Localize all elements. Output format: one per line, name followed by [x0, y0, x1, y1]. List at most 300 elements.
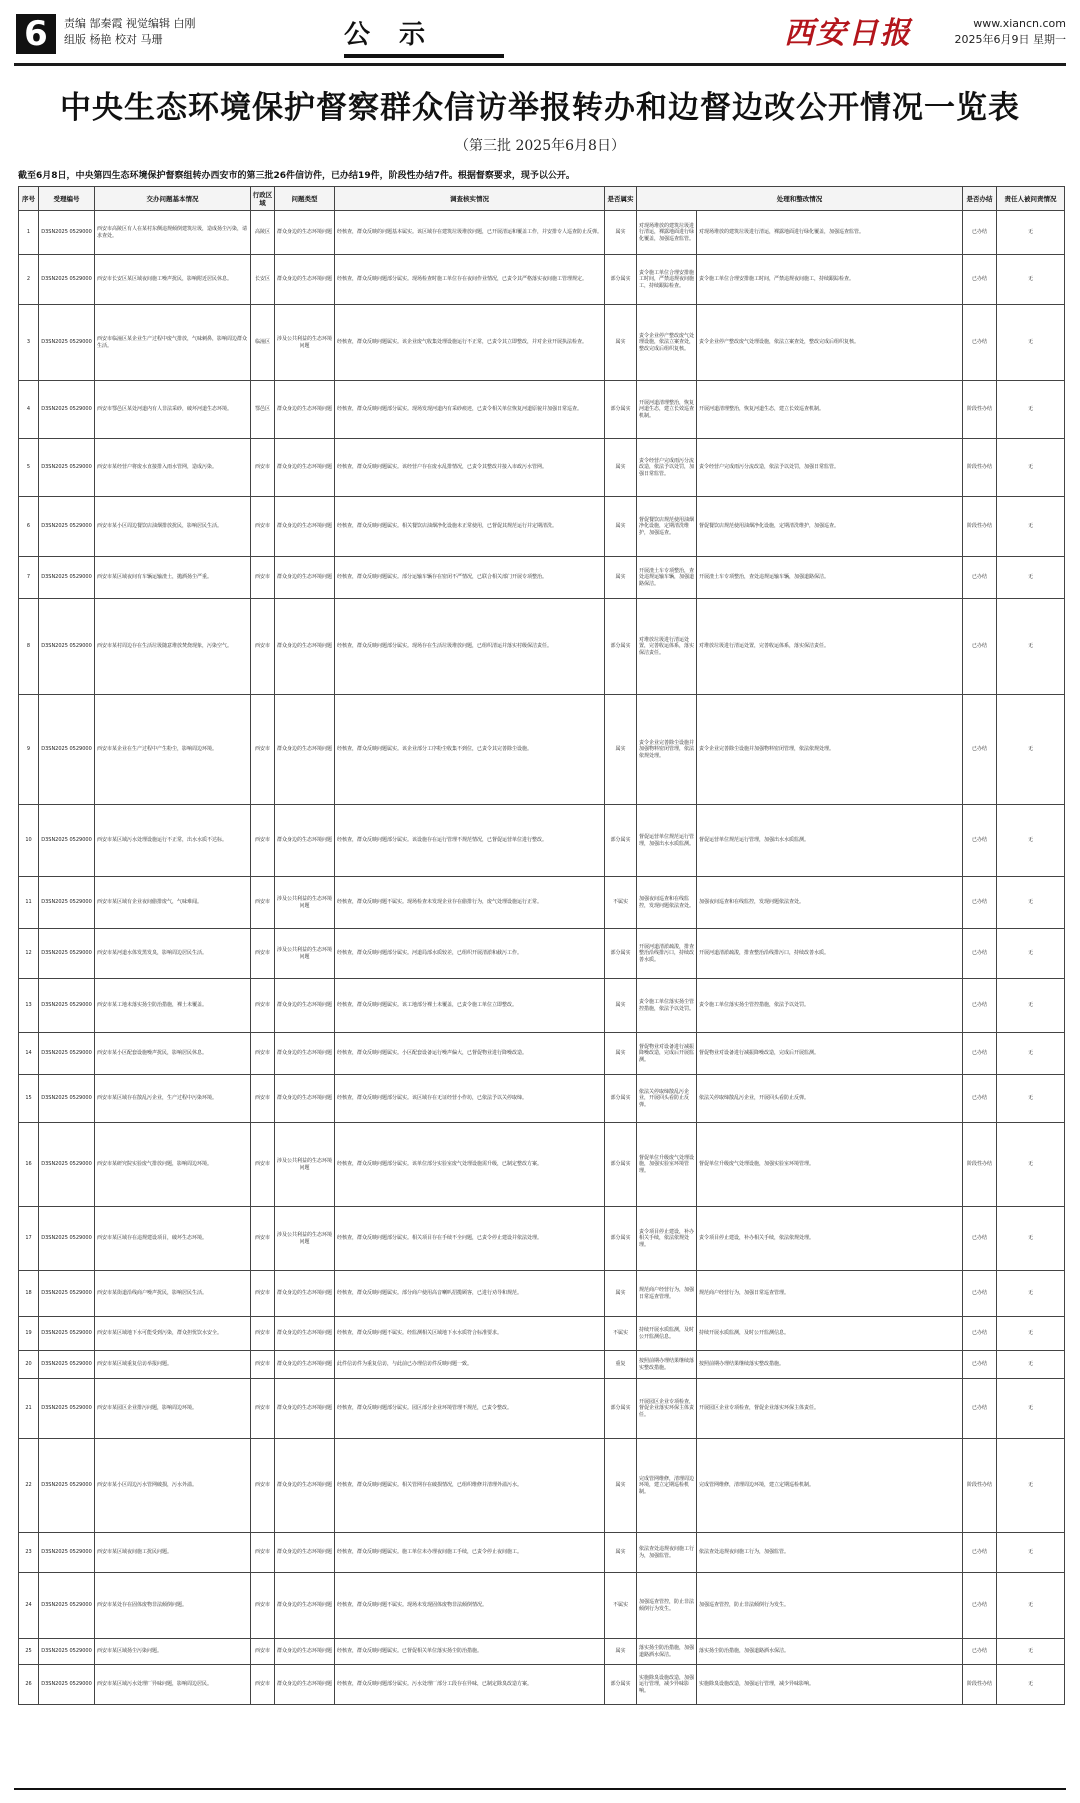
cell-type: 群众身边的生态环境问题 [275, 1317, 335, 1351]
cell-done: 已办结 [963, 1271, 997, 1317]
cell-survey: 经核查，群众反映问题属实。该工地部分裸土未覆盖，已责令施工单位立即整改。 [335, 979, 605, 1033]
cell-done: 已办结 [963, 1033, 997, 1075]
cell-handle: 对现场堆放的建筑垃圾进行清运，裸露地面进行绿化覆盖，加强巡查监管。 [637, 211, 697, 255]
cell-basic: 西安市某河道水体发黑发臭，影响周边居民生活。 [95, 929, 251, 979]
cell-type: 涉及公共利益的生态环境问题 [275, 1123, 335, 1207]
cell-done: 阶段性办结 [963, 1665, 997, 1705]
cell-blame: 无 [997, 695, 1065, 805]
table-row [19, 1533, 1065, 1573]
cell-basic: 西安市某经营户将废水直接排入雨水管网，造成污染。 [95, 439, 251, 497]
cell-done: 已办结 [963, 1639, 997, 1665]
cell-basic: 西安市高陵区有人在某村东侧违规倾倒建筑垃圾，造成扬尘污染，请求查处。 [95, 211, 251, 255]
col-type: 问题类型 [275, 187, 335, 211]
cell-basic: 西安市某区域扬尘污染问题。 [95, 1639, 251, 1665]
cell-id: D3SN2025 0529000 [39, 877, 95, 929]
cell-handle: 督促物业对设备进行减振降噪改造，完成后开展监测。 [637, 1033, 697, 1075]
cell-true: 部分属实 [605, 805, 637, 877]
cell-handle: 加强巡查管控，防止非法倾倒行为发生。 [637, 1573, 697, 1639]
cell-id: D3SN2025 0529000 [39, 929, 95, 979]
cell-done: 已办结 [963, 305, 997, 381]
cell-handle-detail: 开展河道清理整治，恢复河道生态，建立长效巡查机制。 [697, 381, 963, 439]
cell-blame: 无 [997, 1573, 1065, 1639]
cell-survey: 经核查，群众反映问题部分属实。该单位部分实验室废气处理设施需升级，已制定整改方案。 [335, 1123, 605, 1207]
page-title: 中央生态环境保护督察群众信访举报转办和边督边改公开情况一览表 [60, 90, 1020, 126]
cell-basic: 西安市某小区周边餐饮店油烟排放扰民，影响居民生活。 [95, 497, 251, 557]
cell-no: 1 [19, 211, 39, 255]
cell-survey: 经核查，群众反映问题不属实。经监测相关区域地下水水质符合标准要求。 [335, 1317, 605, 1351]
cell-true: 属实 [605, 1271, 637, 1317]
cell-done: 已办结 [963, 805, 997, 877]
cell-type: 群众身边的生态环境问题 [275, 381, 335, 439]
cell-handle: 实施除臭设施改造，加强运行管理，减少异味影响。 [637, 1665, 697, 1705]
cell-handle-detail: 规范商户经营行为，加强日常巡查管理。 [697, 1271, 963, 1317]
cell-type: 涉及公共利益的生态环境问题 [275, 877, 335, 929]
cell-basic: 西安市某小区配套设施噪声扰民，影响居民休息。 [95, 1033, 251, 1075]
cell-handle: 责令施工单位落实扬尘管控措施，依法予以处罚。 [637, 979, 697, 1033]
cell-true: 不属实 [605, 1573, 637, 1639]
cell-handle-detail: 责令施工单位落实扬尘管控措施，依法予以处罚。 [697, 979, 963, 1033]
cell-basic: 西安市某小区周边污水管网破损，污水外溢。 [95, 1439, 251, 1533]
cell-done: 阶段性办结 [963, 439, 997, 497]
cell-type: 群众身边的生态环境问题 [275, 1271, 335, 1317]
cell-basic: 西安市某工地未落实扬尘防治措施，裸土未覆盖。 [95, 979, 251, 1033]
cell-done: 已办结 [963, 557, 997, 599]
table-row [19, 211, 1065, 255]
cell-true: 部分属实 [605, 1075, 637, 1123]
cell-survey: 经核查，群众反映问题部分属实。现场发现河道内有采砂痕迹，已责令相关单位恢复河道原貌并加强日常巡查。 [335, 381, 605, 439]
cell-no: 5 [19, 439, 39, 497]
cell-basic: 西安市长安区某区域夜间施工噪声扰民，影响附近居民休息。 [95, 255, 251, 305]
cell-done: 已办结 [963, 599, 997, 695]
cell-survey: 经核查，群众反映问题属实。部分运输车辆存在密闭不严情况，已联合相关部门开展专项整治。 [335, 557, 605, 599]
cell-no: 2 [19, 255, 39, 305]
cell-true: 属实 [605, 557, 637, 599]
cell-no: 18 [19, 1271, 39, 1317]
cell-survey: 经核查，群众反映问题属实。该企业废气收集处理设施运行不正常，已责令其立即整改，并对企业开展执法检查。 [335, 305, 605, 381]
cell-id: D3SN2025 0529000 [39, 305, 95, 381]
cell-id: D3SN2025 0529000 [39, 557, 95, 599]
cell-handle-detail: 完成管网维修，清理周边环境，建立定期巡检机制。 [697, 1439, 963, 1533]
col-handle: 处理和整改情况 [637, 187, 963, 211]
cell-region: 西安市 [251, 929, 275, 979]
cell-done: 已办结 [963, 211, 997, 255]
cell-no: 11 [19, 877, 39, 929]
credits-line-2: 组版 杨艳 校对 马珊 [64, 33, 163, 46]
cell-done: 已办结 [963, 1351, 997, 1379]
cell-true: 属实 [605, 1439, 637, 1533]
cell-blame: 无 [997, 1379, 1065, 1439]
cell-id: D3SN2025 0529000 [39, 599, 95, 695]
cell-region: 西安市 [251, 557, 275, 599]
cell-type: 群众身边的生态环境问题 [275, 439, 335, 497]
cell-true: 属实 [605, 695, 637, 805]
cell-blame: 无 [997, 877, 1065, 929]
cell-handle-detail: 责令企业完善除尘设施并加强物料密闭管理，依法依规处理。 [697, 695, 963, 805]
credits [64, 16, 196, 48]
cell-true: 属实 [605, 1639, 637, 1665]
cell-basic: 西安市鄠邑区某处河道内有人非法采砂，破坏河道生态环境。 [95, 381, 251, 439]
cell-type: 群众身边的生态环境问题 [275, 979, 335, 1033]
cell-handle-detail: 持续开展水质监测，及时公开监测信息。 [697, 1317, 963, 1351]
cell-handle-detail: 实施除臭设施改造，加强运行管理，减少异味影响。 [697, 1665, 963, 1705]
cell-true: 属实 [605, 305, 637, 381]
cell-no: 22 [19, 1439, 39, 1533]
cell-handle: 责令企业停产整改废气处理设施，依法立案查处，整改完成后组织复核。 [637, 305, 697, 381]
cell-handle: 督促单位升级废气处理设施，加强实验室环境管理。 [637, 1123, 697, 1207]
col-region: 行政区域 [251, 187, 275, 211]
cell-basic: 西安市某区域夜间施工扰民问题。 [95, 1533, 251, 1573]
table-row [19, 695, 1065, 805]
cell-blame: 无 [997, 929, 1065, 979]
cell-type: 群众身边的生态环境问题 [275, 695, 335, 805]
cell-id: D3SN2025 0529000 [39, 381, 95, 439]
cell-basic: 西安市某村周边存在生活垃圾随意堆放焚烧现象，污染空气。 [95, 599, 251, 695]
cell-done: 已办结 [963, 1207, 997, 1271]
cell-region: 西安市 [251, 877, 275, 929]
cell-survey: 经核查，群众反映问题属实。已督促相关单位落实扬尘防治措施。 [335, 1639, 605, 1665]
cell-type: 群众身边的生态环境问题 [275, 1533, 335, 1573]
cell-basic: 西安市某区域存在违规建设项目，破坏生态环境。 [95, 1207, 251, 1271]
cell-true: 部分属实 [605, 255, 637, 305]
cell-handle: 开展渣土车专项整治，查处违规运输车辆，加强道路保洁。 [637, 557, 697, 599]
cell-true: 部分属实 [605, 381, 637, 439]
table-row [19, 599, 1065, 695]
cell-blame: 无 [997, 305, 1065, 381]
cell-region: 西安市 [251, 979, 275, 1033]
cell-no: 8 [19, 599, 39, 695]
cell-id: D3SN2025 0529000 [39, 1639, 95, 1665]
cell-id: D3SN2025 0529000 [39, 1665, 95, 1705]
col-id: 受理编号 [39, 187, 95, 211]
cell-region: 西安市 [251, 695, 275, 805]
cell-done: 已办结 [963, 695, 997, 805]
cell-true: 属实 [605, 1533, 637, 1573]
cell-no: 3 [19, 305, 39, 381]
cell-blame: 无 [997, 1317, 1065, 1351]
cell-handle-detail: 加强巡查管控，防止非法倾倒行为发生。 [697, 1573, 963, 1639]
cell-handle-detail: 督促运营单位规范运行管理，加强出水水质监测。 [697, 805, 963, 877]
cell-true: 属实 [605, 439, 637, 497]
cell-handle: 加强夜间巡查和在线监控，发现问题依法查处。 [637, 877, 697, 929]
cell-blame: 无 [997, 557, 1065, 599]
cell-done: 已办结 [963, 929, 997, 979]
cell-handle-detail: 对堆放垃圾进行清运处置，完善收运体系，落实保洁责任。 [697, 599, 963, 695]
cell-done: 阶段性办结 [963, 381, 997, 439]
cell-no: 23 [19, 1533, 39, 1573]
cell-survey: 经核查，群众反映的问题基本属实。该区域存在建筑垃圾堆放问题，已开展清运和覆盖工作，并安排专人巡查防止反弹。 [335, 211, 605, 255]
cell-id: D3SN2025 0529000 [39, 1379, 95, 1439]
credits-line-1: 责编 郜秦霞 视觉编辑 白刚 [64, 17, 196, 30]
cell-handle: 开展河道清淤疏浚，排查整治沿线排污口，持续改善水质。 [637, 929, 697, 979]
cell-id: D3SN2025 0529000 [39, 439, 95, 497]
cell-type: 群众身边的生态环境问题 [275, 255, 335, 305]
cell-done: 已办结 [963, 979, 997, 1033]
cell-true: 属实 [605, 979, 637, 1033]
cell-no: 10 [19, 805, 39, 877]
cell-region: 西安市 [251, 1271, 275, 1317]
table-row [19, 877, 1065, 929]
cell-handle: 落实扬尘防治措施，加强道路洒水保洁。 [637, 1639, 697, 1665]
table-row [19, 1639, 1065, 1665]
cell-basic: 西安市某区域存在散乱污企业，生产过程中污染环境。 [95, 1075, 251, 1123]
col-no: 序号 [19, 187, 39, 211]
cell-handle: 按照前期办理结果继续落实整改措施。 [637, 1351, 697, 1379]
cell-type: 群众身边的生态环境问题 [275, 557, 335, 599]
data-table [18, 186, 1065, 1705]
cell-handle: 开展园区企业专项检查，督促企业落实环保主体责任。 [637, 1379, 697, 1439]
cell-handle-detail: 开展园区企业专项检查，督促企业落实环保主体责任。 [697, 1379, 963, 1439]
cell-survey: 经核查，群众反映问题部分属实。该区域存在无证经营小作坊，已依法予以关停取缔。 [335, 1075, 605, 1123]
cell-basic: 西安市某处存在固体废物非法倾倒问题。 [95, 1573, 251, 1639]
cell-done: 阶段性办结 [963, 497, 997, 557]
cell-blame: 无 [997, 1639, 1065, 1665]
cell-no: 6 [19, 497, 39, 557]
cell-no: 24 [19, 1573, 39, 1639]
cell-survey: 经核查，群众反映问题属实。施工单位未办理夜间施工手续，已责令停止夜间施工。 [335, 1533, 605, 1573]
cell-region: 西安市 [251, 1639, 275, 1665]
cell-id: D3SN2025 0529000 [39, 805, 95, 877]
cell-region: 长安区 [251, 255, 275, 305]
cell-id: D3SN2025 0529000 [39, 1439, 95, 1533]
cell-type: 涉及公共利益的生态环境问题 [275, 1207, 335, 1271]
cell-handle-detail: 督促单位升级废气处理设施，加强实验室环境管理。 [697, 1123, 963, 1207]
cell-id: D3SN2025 0529000 [39, 1207, 95, 1271]
cell-no: 20 [19, 1351, 39, 1379]
cell-survey: 经核查，群众反映问题不属实。现场检查未发现企业存在偷排行为，废气处理设施运行正常。 [335, 877, 605, 929]
cell-handle: 规范商户经营行为，加强日常巡查管理。 [637, 1271, 697, 1317]
table-row [19, 1573, 1065, 1639]
cell-blame: 无 [997, 1033, 1065, 1075]
cell-true: 属实 [605, 497, 637, 557]
cell-blame: 无 [997, 211, 1065, 255]
cell-blame: 无 [997, 255, 1065, 305]
cell-id: D3SN2025 0529000 [39, 497, 95, 557]
cell-type: 群众身边的生态环境问题 [275, 497, 335, 557]
cell-no: 15 [19, 1075, 39, 1123]
cell-no: 21 [19, 1379, 39, 1439]
cell-type: 群众身边的生态环境问题 [275, 211, 335, 255]
cell-blame: 无 [997, 1533, 1065, 1573]
cell-type: 涉及公共利益的生态环境问题 [275, 929, 335, 979]
col-survey: 调查核实情况 [335, 187, 605, 211]
cell-done: 已办结 [963, 1533, 997, 1573]
cell-handle-detail: 按照前期办理结果继续落实整改措施。 [697, 1351, 963, 1379]
intro-text: 截至6月8日，中央第四生态环境保护督察组转办西安市的第三批26件信访件，已办结19件，阶段性办结7件。根据督察要求，现予以公开。 [18, 171, 575, 181]
cell-handle: 开展河道清理整治，恢复河道生态，建立长效巡查机制。 [637, 381, 697, 439]
cell-id: D3SN2025 0529000 [39, 211, 95, 255]
cell-region: 西安市 [251, 497, 275, 557]
cell-basic: 西安市某区域重复信访举报问题。 [95, 1351, 251, 1379]
cell-handle: 持续开展水质监测，及时公开监测信息。 [637, 1317, 697, 1351]
cell-id: D3SN2025 0529000 [39, 1271, 95, 1317]
cell-no: 26 [19, 1665, 39, 1705]
cell-basic: 西安市某街道沿线商户噪声扰民，影响居民生活。 [95, 1271, 251, 1317]
cell-done: 阶段性办结 [963, 1439, 997, 1533]
table-row [19, 1317, 1065, 1351]
cell-survey: 经核查，群众反映问题属实。部分商户使用高音喇叭招揽顾客，已进行劝导和规范。 [335, 1271, 605, 1317]
cell-no: 16 [19, 1123, 39, 1207]
table-row [19, 1075, 1065, 1123]
site-url[interactable]: www.xiancn.com [973, 17, 1066, 30]
cell-handle-detail: 开展渣土车专项整治，查处违规运输车辆，加强道路保洁。 [697, 557, 963, 599]
cell-true: 属实 [605, 211, 637, 255]
cell-handle-detail: 依法关停取缔散乱污企业，开展回头看防止反弹。 [697, 1075, 963, 1123]
cell-region: 西安市 [251, 439, 275, 497]
cell-true: 不属实 [605, 877, 637, 929]
cell-basic: 西安市某企业在生产过程中产生粉尘，影响周边环境。 [95, 695, 251, 805]
cell-no: 4 [19, 381, 39, 439]
issue-date: 2025年6月9日 星期一 [954, 33, 1066, 46]
cell-true: 部分属实 [605, 1207, 637, 1271]
cell-id: D3SN2025 0529000 [39, 1075, 95, 1123]
cell-handle-detail: 开展河道清淤疏浚，排查整治沿线排污口，持续改善水质。 [697, 929, 963, 979]
table-row [19, 497, 1065, 557]
cell-blame: 无 [997, 497, 1065, 557]
cell-type: 群众身边的生态环境问题 [275, 1439, 335, 1533]
cell-no: 12 [19, 929, 39, 979]
table-row [19, 1665, 1065, 1705]
bottom-rule [14, 1788, 1066, 1790]
cell-blame: 无 [997, 1075, 1065, 1123]
cell-survey: 经核查，群众反映问题部分属实。园区部分企业环境管理不规范，已责令整改。 [335, 1379, 605, 1439]
cell-handle: 依法查处违规夜间施工行为，加强监管。 [637, 1533, 697, 1573]
cell-handle-detail: 责令项目停止建设，补办相关手续，依法依规处理。 [697, 1207, 963, 1271]
cell-region: 西安市 [251, 1317, 275, 1351]
cell-survey: 经核查，群众反映问题属实。相关管网存在破损情况，已组织维修并清理外溢污水。 [335, 1439, 605, 1533]
cell-survey: 经核查，群众反映问题不属实。现场未发现固体废物非法倾倒情况。 [335, 1573, 605, 1639]
cell-id: D3SN2025 0529000 [39, 1573, 95, 1639]
cell-true: 部分属实 [605, 1665, 637, 1705]
cell-region: 西安市 [251, 1207, 275, 1271]
table-row [19, 979, 1065, 1033]
cell-region: 西安市 [251, 805, 275, 877]
cell-region: 西安市 [251, 1123, 275, 1207]
cell-survey: 经核查，群众反映问题部分属实。现场检查时施工单位存在夜间作业情况，已责令其严格落实夜间施工管理规定。 [335, 255, 605, 305]
table-row [19, 381, 1065, 439]
cell-id: D3SN2025 0529000 [39, 979, 95, 1033]
cell-handle: 督促运营单位规范运行管理，加强出水水质监测。 [637, 805, 697, 877]
cell-handle: 责令项目停止建设，补办相关手续，依法依规处理。 [637, 1207, 697, 1271]
cell-handle-detail: 督促餐饮店规范使用油烟净化设施，定期清洗维护，加强巡查。 [697, 497, 963, 557]
cell-region: 高陵区 [251, 211, 275, 255]
table-row [19, 1123, 1065, 1207]
col-done: 是否办结 [963, 187, 997, 211]
cell-id: D3SN2025 0529000 [39, 1033, 95, 1075]
cell-blame: 无 [997, 979, 1065, 1033]
cell-type: 群众身边的生态环境问题 [275, 599, 335, 695]
cell-id: D3SN2025 0529000 [39, 1351, 95, 1379]
cell-handle-detail: 依法查处违规夜间施工行为，加强监管。 [697, 1533, 963, 1573]
cell-survey: 经核查，群众反映问题部分属实。该设施存在运行管理不规范情况，已督促运营单位进行整改。 [335, 805, 605, 877]
cell-basic: 西安市某区域地下水可能受到污染，群众担忧饮水安全。 [95, 1317, 251, 1351]
cell-survey: 经核查，群众反映问题部分属实。现场存在生活垃圾堆放问题，已组织清运并落实村级保洁责任。 [335, 599, 605, 695]
cell-true: 部分属实 [605, 929, 637, 979]
table-row [19, 557, 1065, 599]
table-row [19, 1351, 1065, 1379]
cell-handle-detail: 责令经营户完成雨污分流改造，依法予以处罚，加强日常监管。 [697, 439, 963, 497]
cell-region: 西安市 [251, 1075, 275, 1123]
table-row [19, 1271, 1065, 1317]
cell-region: 西安市 [251, 1379, 275, 1439]
cell-handle: 责令企业完善除尘设施并加强物料密闭管理，依法依规处理。 [637, 695, 697, 805]
cell-true: 不属实 [605, 1317, 637, 1351]
table-row [19, 1439, 1065, 1533]
cell-type: 群众身边的生态环境问题 [275, 1379, 335, 1439]
cell-handle-detail: 督促物业对设备进行减振降噪改造，完成后开展监测。 [697, 1033, 963, 1075]
cell-basic: 西安市临潼区某企业生产过程中废气排放，气味刺鼻，影响周边群众生活。 [95, 305, 251, 381]
cell-type: 群众身边的生态环境问题 [275, 1075, 335, 1123]
cell-done: 已办结 [963, 877, 997, 929]
col-blame: 责任人被问责情况 [997, 187, 1065, 211]
cell-survey: 经核查，群众反映问题部分属实。相关项目存在手续不全问题，已责令停止建设并依法处理。 [335, 1207, 605, 1271]
page-subtitle: （第三批 2025年6月8日） [455, 138, 625, 154]
cell-handle-detail: 加强夜间巡查和在线监控，发现问题依法查处。 [697, 877, 963, 929]
cell-type: 群众身边的生态环境问题 [275, 1639, 335, 1665]
cell-handle: 责令经营户完成雨污分流改造，依法予以处罚，加强日常监管。 [637, 439, 697, 497]
cell-blame: 无 [997, 599, 1065, 695]
cell-handle: 责令施工单位合理安排施工时间，严禁违规夜间施工，持续跟踪检查。 [637, 255, 697, 305]
cell-basic: 西安市某区域污水处理设施运行不正常，出水水质不达标。 [95, 805, 251, 877]
cell-blame: 无 [997, 1665, 1065, 1705]
cell-no: 17 [19, 1207, 39, 1271]
cell-survey: 经核查，群众反映问题部分属实。河道局部水质较差，已组织开展清淤和截污工作。 [335, 929, 605, 979]
cell-basic: 西安市某区域夜间有车辆运输渣土，抛洒扬尘严重。 [95, 557, 251, 599]
cell-blame: 无 [997, 439, 1065, 497]
masthead [14, 8, 1066, 66]
cell-no: 14 [19, 1033, 39, 1075]
cell-no: 13 [19, 979, 39, 1033]
cell-region: 西安市 [251, 1439, 275, 1533]
cell-done: 已办结 [963, 1317, 997, 1351]
cell-handle-detail: 落实扬尘防治措施，加强道路洒水保洁。 [697, 1639, 963, 1665]
cell-survey: 经核查，群众反映问题属实。小区配套设备运行噪声偏大，已督促物业进行降噪改造。 [335, 1033, 605, 1075]
cell-done: 已办结 [963, 1075, 997, 1123]
cell-id: D3SN2025 0529000 [39, 1123, 95, 1207]
cell-no: 9 [19, 695, 39, 805]
cell-blame: 无 [997, 1271, 1065, 1317]
table-row [19, 1033, 1065, 1075]
table-header-row [19, 187, 1065, 211]
table-row [19, 439, 1065, 497]
cell-survey: 经核查，群众反映问题属实。该经营户存在废水乱排情况，已责令其整改并接入市政污水管网。 [335, 439, 605, 497]
cell-basic: 西安市某区域污水处理厂异味问题，影响周边居民。 [95, 1665, 251, 1705]
table-row [19, 1207, 1065, 1271]
cell-handle: 完成管网维修，清理周边环境，建立定期巡检机制。 [637, 1439, 697, 1533]
cell-blame: 无 [997, 1439, 1065, 1533]
cell-id: D3SN2025 0529000 [39, 1533, 95, 1573]
page-number: 6 [16, 14, 56, 54]
cell-done: 已办结 [963, 1573, 997, 1639]
cell-blame: 无 [997, 805, 1065, 877]
cell-handle: 依法关停取缔散乱污企业，开展回头看防止反弹。 [637, 1075, 697, 1123]
cell-region: 西安市 [251, 1533, 275, 1573]
cell-basic: 西安市某研究院实验废气排放问题，影响周边环境。 [95, 1123, 251, 1207]
cell-id: D3SN2025 0529000 [39, 1317, 95, 1351]
cell-done: 已办结 [963, 255, 997, 305]
table-row [19, 305, 1065, 381]
cell-true: 部分属实 [605, 1379, 637, 1439]
cell-type: 群众身边的生态环境问题 [275, 1033, 335, 1075]
cell-region: 临潼区 [251, 305, 275, 381]
table-row [19, 255, 1065, 305]
cell-survey: 经核查，群众反映问题属实。该企业部分工序粉尘收集不到位，已责令其完善除尘设施。 [335, 695, 605, 805]
section-bar [344, 54, 504, 58]
cell-region: 西安市 [251, 599, 275, 695]
cell-region: 西安市 [251, 1665, 275, 1705]
cell-blame: 无 [997, 1123, 1065, 1207]
cell-handle-detail: 责令企业停产整改废气处理设施，依法立案查处，整改完成后组织复核。 [697, 305, 963, 381]
table-row [19, 805, 1065, 877]
